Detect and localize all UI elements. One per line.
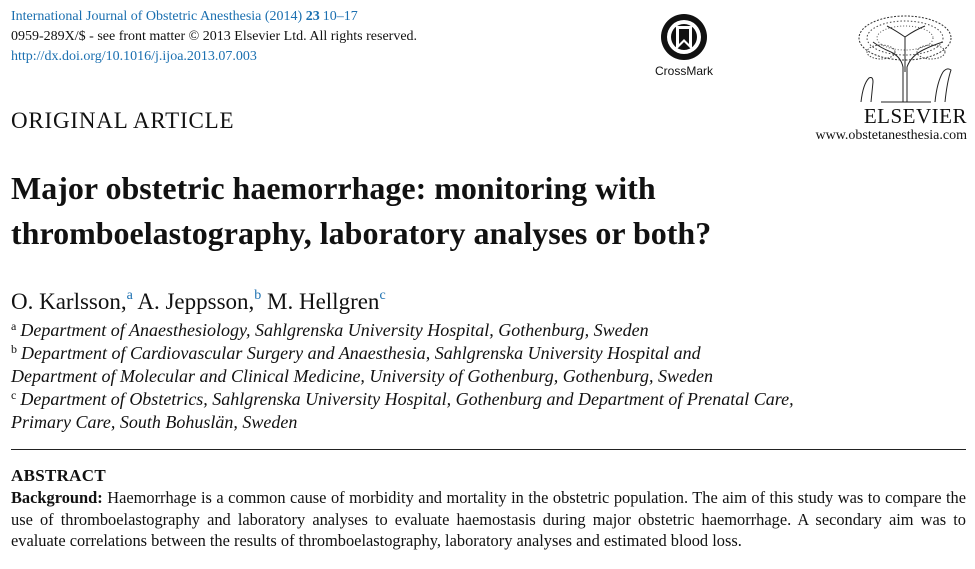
affiliation-text: Department of Anaesthesiology, Sahlgrenska University Hospital, Gothenburg, Sweden (20, 320, 649, 340)
title-line: Major obstetric haemorrhage: monitoring with (11, 170, 656, 206)
article-title (11, 166, 941, 256)
article-type-label: ORIGINAL ARTICLE (11, 108, 235, 133)
abstract-heading: ABSTRACT (11, 466, 106, 485)
journal-citation (11, 7, 417, 27)
author-affiliation-link[interactable]: a (126, 288, 133, 303)
crossmark-label: CrossMark (654, 64, 713, 78)
abstract-body: Haemorrhage is a common cause of morbidity and mortality in the obstetric population. The aim of this study was to compare the use of thromboelastography and laboratory analyses to evaluate haemostasis during major obstetric haemorrhage. A secondary aim was to evaluate correlations between the results of thromboelastography, laboratory analyses and estimated blood loss. (11, 488, 967, 550)
affiliation-item (11, 388, 951, 411)
author-name: M. Hellgren (267, 289, 380, 314)
elsevier-tree-logo (851, 12, 961, 104)
abstract-paragraph (11, 487, 966, 552)
journal-citation-link[interactable] (11, 9, 358, 24)
publisher-block (782, 12, 967, 145)
issn-line: 0959-289X/$ - see front matter © 2013 Elsevier Ltd. All rights reserved. (11, 29, 418, 44)
affiliation-item (11, 342, 951, 365)
crossmark-badge[interactable] (648, 12, 720, 78)
affiliation-text: Department of Obstetrics, Sahlgrenska University Hospital, Gothenburg and Department of Prenatal Care, (20, 389, 794, 409)
journal-volume: 23 (305, 9, 320, 24)
title-line: thromboelastography, laboratory analyses or both? (11, 215, 712, 251)
author-list (11, 287, 386, 317)
affiliation-key: b (11, 342, 17, 356)
publisher-name: ELSEVIER (863, 104, 967, 128)
journal-pages: 10–17 (322, 9, 358, 24)
affiliation-text: Primary Care, South Bohuslän, Sweden (11, 412, 298, 432)
affiliation-item (11, 319, 951, 342)
journal-website-link[interactable]: www.obstetanesthesia.com (815, 128, 967, 143)
affiliation-key: a (11, 319, 17, 333)
author-affiliation-link[interactable]: b (254, 288, 262, 303)
section-divider (11, 449, 966, 450)
author-name: A. Jeppsson, (137, 289, 255, 314)
affiliation-key: c (11, 388, 17, 402)
journal-name: International Journal of Obstetric Anesthesia (2014) (11, 9, 303, 24)
doi-link[interactable]: http://dx.doi.org/10.1016/j.ijoa.2013.07.003 (11, 49, 257, 64)
author-affiliation-link[interactable]: c (379, 288, 386, 303)
journal-header (11, 7, 417, 67)
affiliation-list (11, 319, 951, 434)
author-name: O. Karlsson, (11, 289, 127, 314)
affiliation-text: Department of Molecular and Clinical Medicine, University of Gothenburg, Gothenburg, Sweden (11, 366, 714, 386)
crossmark-icon (658, 12, 710, 62)
abstract-lead: Background: (11, 488, 103, 507)
affiliation-text: Department of Cardiovascular Surgery and Anaesthesia, Sahlgrenska University Hospital and (21, 343, 701, 363)
